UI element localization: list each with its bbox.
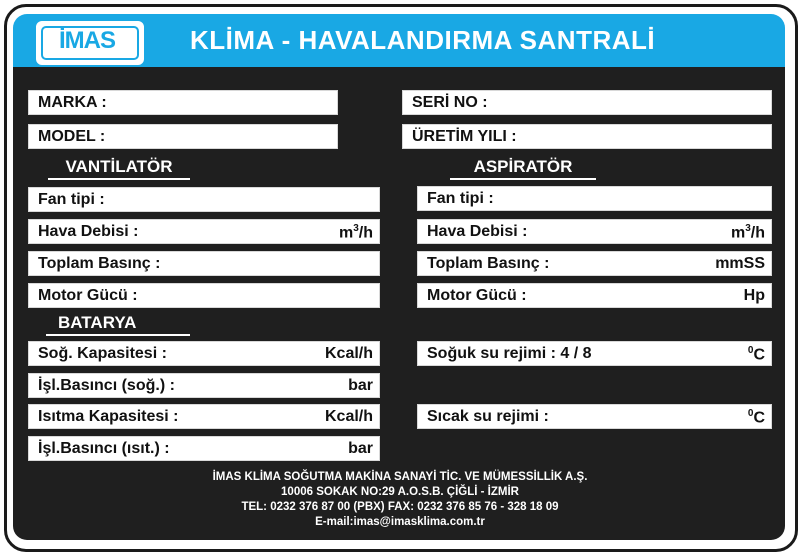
aspirator-underline: [450, 178, 596, 180]
vantilator-toplam-basinc-field: [28, 251, 380, 276]
vantilator-hava-debisi-unit: [339, 223, 373, 242]
isl-basinci-isit-label: İşl.Basıncı (ısıt.) :: [38, 440, 170, 457]
isitma-kapasitesi-unit: Kcal/h: [324, 408, 373, 425]
vantilator-hava-debisi-field: [28, 219, 380, 244]
unit-base: m: [730, 224, 746, 242]
aspirator-motor-gucu-field: [417, 283, 772, 308]
vantilator-underline: [48, 178, 190, 180]
vantilator-fan-tipi-field: [28, 187, 380, 212]
model-field: [28, 124, 338, 149]
isl-basinci-isit-field: [28, 436, 380, 461]
aspirator-toplam-basinc-label: Toplam Basınç :: [427, 255, 550, 272]
marka-label: MARKA :: [38, 94, 107, 111]
unit-tail: /h: [750, 224, 765, 242]
logo-text: İMAS: [59, 27, 115, 54]
unit-sup: 3: [745, 223, 751, 234]
vantilator-toplam-basinc-label: Toplam Basınç :: [38, 255, 161, 272]
isitma-kapasitesi-field: [28, 404, 380, 429]
seri-no-label: SERİ NO :: [412, 94, 488, 111]
batarya-title: BATARYA: [58, 313, 137, 332]
footer-email: E-mail:imas@imasklima.com.tr: [315, 516, 485, 528]
sicak-su-rejimi-field: [417, 404, 772, 429]
celsius-letter: C: [753, 409, 765, 427]
soguk-su-rejimi-unit: [748, 345, 765, 364]
imas-logo: [36, 21, 144, 65]
sog-kapasitesi-unit: Kcal/h: [324, 345, 373, 362]
company-footer: [100, 470, 700, 530]
isl-basinci-sog-label: İşl.Basıncı (soğ.) :: [38, 377, 175, 394]
model-label: MODEL :: [38, 128, 106, 145]
sog-kapasitesi-label: Soğ. Kapasitesi :: [38, 345, 167, 362]
degree-sup: 0: [747, 408, 754, 419]
soguk-su-rejimi-field: [417, 341, 772, 366]
aspirator-hava-debisi-field: [417, 219, 772, 244]
isitma-kapasitesi-label: Isıtma Kapasitesi :: [38, 408, 179, 425]
isl-basinci-sog-field: [28, 373, 380, 398]
aspirator-toplam-basinc-unit: mmSS: [715, 255, 765, 272]
unit-tail: /h: [358, 224, 373, 242]
vantilator-motor-gucu-label: Motor Gücü :: [38, 287, 138, 304]
uretim-yili-field: [402, 124, 772, 149]
vantilator-motor-gucu-field: [28, 283, 380, 308]
aspirator-hava-debisi-unit: [731, 223, 765, 242]
soguk-su-rejimi-label: Soğuk su rejimi : 4 / 8: [427, 345, 592, 362]
seri-no-field: [402, 90, 772, 115]
footer-address: 10006 SOKAK NO:29 A.O.S.B. ÇİĞLİ - İZMİR: [281, 486, 519, 498]
vantilator-fan-tipi-label: Fan tipi :: [38, 191, 105, 208]
aspirator-title: ASPİRATÖR: [473, 157, 573, 176]
sog-kapasitesi-field: [28, 341, 380, 366]
marka-field: [28, 90, 338, 115]
uretim-yili-label: ÜRETİM YILI :: [412, 128, 517, 145]
aspirator-motor-gucu-unit: Hp: [743, 287, 765, 304]
isl-basinci-isit-unit: bar: [348, 440, 373, 457]
unit-sup: 3: [353, 223, 359, 234]
sicak-su-rejimi-label: Sıcak su rejimi :: [427, 408, 549, 425]
vantilator-hava-debisi-label: Hava Debisi :: [38, 223, 139, 240]
celsius-letter: C: [753, 346, 765, 364]
vantilator-title: VANTİLATÖR: [65, 157, 173, 176]
footer-company-name: İMAS KLİMA SOĞUTMA MAKİNA SANAYİ TİC. VE MÜMESSİLLİK A.Ş.: [212, 471, 588, 483]
aspirator-hava-debisi-label: Hava Debisi :: [427, 223, 528, 240]
batarya-underline: [46, 334, 190, 336]
aspirator-fan-tipi-label: Fan tipi :: [427, 190, 494, 207]
aspirator-fan-tipi-field: [417, 186, 772, 211]
page-title: KLİMA - HAVALANDIRMA SANTRALİ: [190, 25, 656, 55]
degree-sup: 0: [747, 345, 754, 356]
aspirator-toplam-basinc-field: [417, 251, 772, 276]
isl-basinci-sog-unit: bar: [348, 377, 373, 394]
sicak-su-rejimi-unit: [748, 408, 765, 427]
aspirator-motor-gucu-label: Motor Gücü :: [427, 287, 527, 304]
footer-phone-fax: TEL: 0232 376 87 00 (PBX) FAX: 0232 376 85 76 - 328 18 09: [241, 501, 559, 513]
unit-base: m: [338, 224, 354, 242]
